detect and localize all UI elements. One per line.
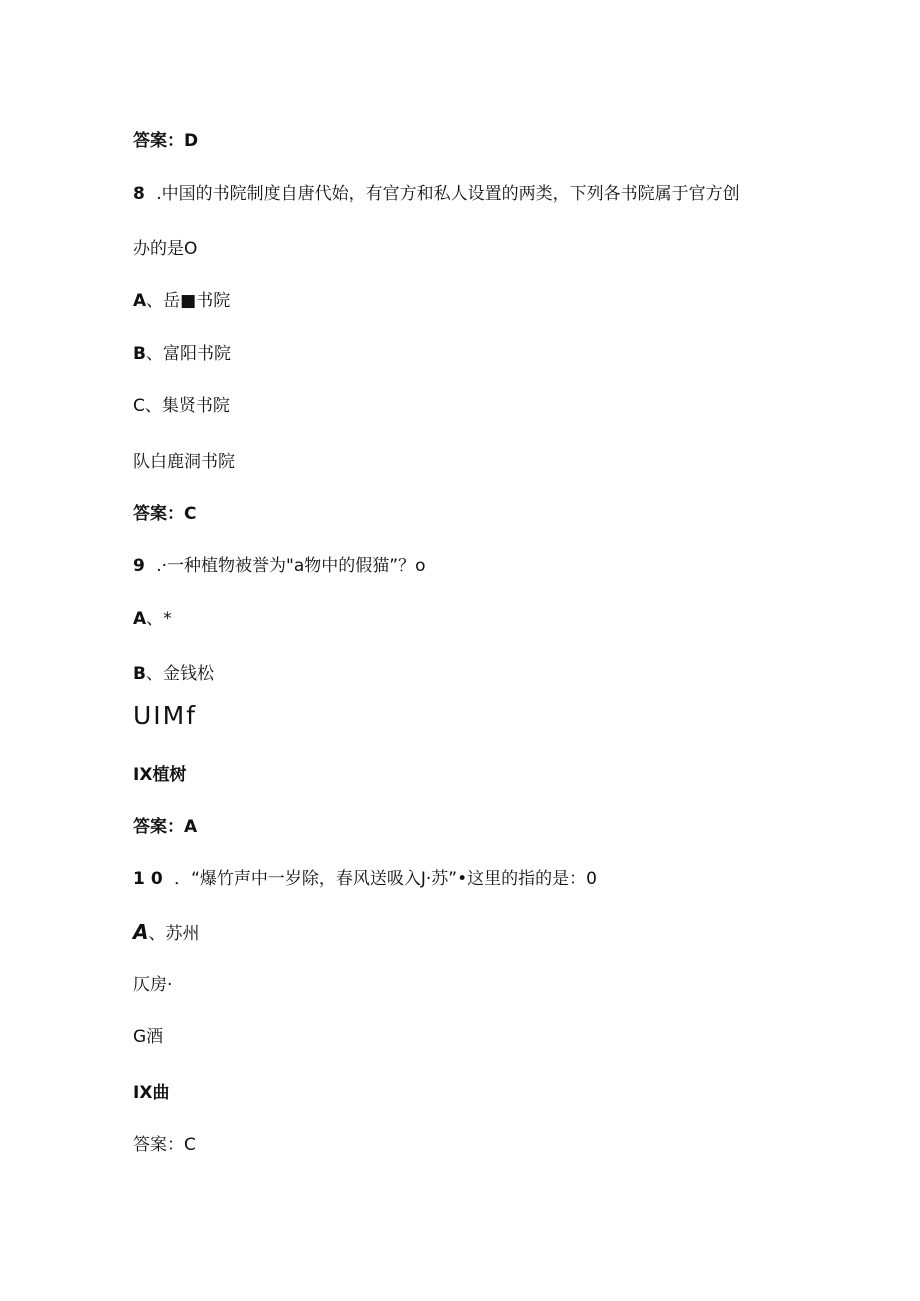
answer-8: 答案：C bbox=[133, 504, 197, 524]
option-text: 、富阳书院 bbox=[145, 344, 231, 364]
option-text: 曲 bbox=[152, 1083, 170, 1103]
option-b: 仄房· bbox=[133, 975, 173, 995]
option-c: G酒 bbox=[133, 1027, 164, 1047]
option-c-garbled: UIMf bbox=[133, 701, 198, 730]
option-label: A bbox=[133, 609, 147, 629]
question-8-continued: 办的是O bbox=[133, 239, 198, 259]
option-label: C bbox=[133, 396, 145, 416]
option-text: 、苏州 bbox=[148, 924, 200, 944]
option-label: B bbox=[133, 664, 146, 684]
option-d bbox=[133, 1082, 169, 1104]
option-label: A bbox=[133, 920, 149, 944]
option-text: 、* bbox=[146, 609, 172, 629]
option-label: A bbox=[133, 291, 147, 311]
option-d bbox=[133, 764, 186, 786]
option-text: 、集贤书院 bbox=[144, 396, 230, 416]
option-text: 植树 bbox=[152, 765, 187, 785]
option-b bbox=[133, 663, 214, 685]
option-d: 队白鹿洞书院 bbox=[133, 452, 235, 472]
question-9 bbox=[133, 555, 426, 577]
option-a bbox=[133, 290, 230, 312]
question-text: .·一种植物被誉为"a物中的假猫”？o bbox=[156, 556, 426, 576]
answer-10: 答案：C bbox=[133, 1135, 196, 1155]
answer-9: 答案：A bbox=[133, 817, 198, 837]
option-a bbox=[133, 921, 199, 945]
option-label: IX bbox=[133, 1083, 153, 1103]
option-label: IX bbox=[133, 765, 153, 785]
option-text: 、岳■书院 bbox=[146, 291, 231, 311]
answer-7: 答案：D bbox=[133, 131, 199, 151]
option-b bbox=[133, 343, 231, 365]
option-text: 、金钱松 bbox=[145, 664, 214, 684]
question-number: 8 bbox=[133, 184, 151, 204]
question-text: .中国的书院制度自唐代始，有官方和私人设置的两类，下列各书院属于官方创 bbox=[156, 184, 740, 204]
question-number: 10 bbox=[133, 869, 169, 889]
question-number: 9 bbox=[133, 556, 151, 576]
question-10 bbox=[133, 868, 597, 890]
option-c bbox=[133, 395, 230, 417]
option-label: B bbox=[133, 344, 146, 364]
question-text: ．“爆竹声中一岁除，春风送吸入J·苏”•这里的指的是：0 bbox=[174, 869, 597, 889]
question-8 bbox=[133, 183, 740, 205]
option-a bbox=[133, 608, 172, 630]
